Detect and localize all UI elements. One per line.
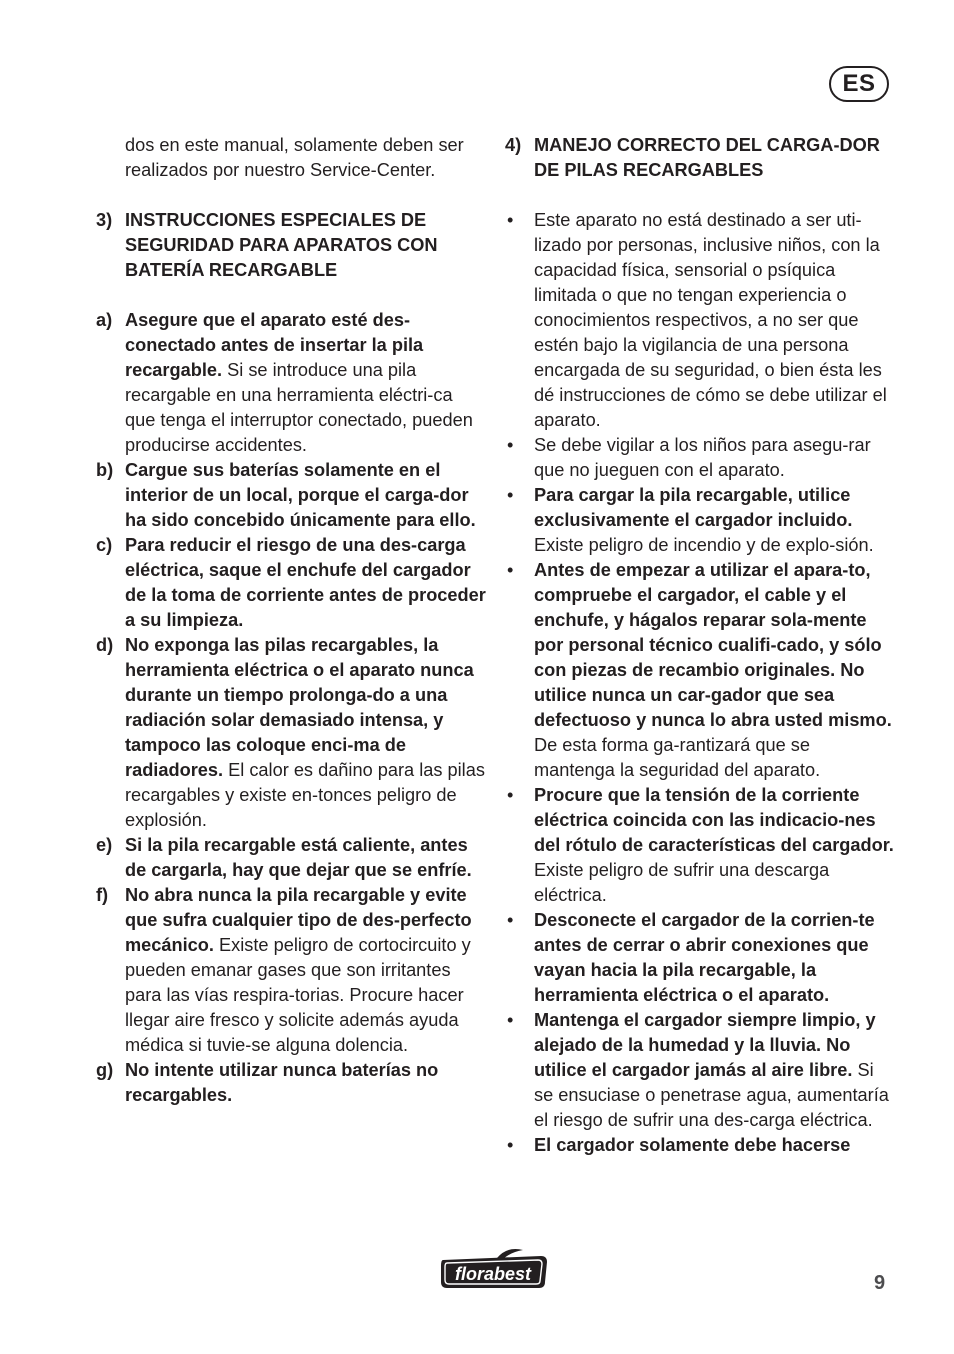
item-text: Este aparato no está destinado a ser uti-lizado por personas, inclusive niños, con la capacidad física, sensorial o psíquica limitada o que no tengan experiencia o conocimientos respectivos, a no ser que estén bajo la vigilancia de una persona encargada de su seguridad, o bien ésta les dé instrucciones de cómo se debe utilizar el aparato.: [534, 210, 887, 430]
list-marker: f): [96, 885, 109, 905]
right-column: [505, 133, 895, 1158]
language-badge: ES: [829, 66, 889, 102]
item-bold-text: Cargue sus baterías solamente en el interior de un local, porque el carga-dor ha sido concebido únicamente para ello.: [125, 460, 476, 530]
brand-text: florabest: [454, 1264, 532, 1284]
list-item-g: [96, 1058, 486, 1108]
list-marker: g): [96, 1060, 114, 1080]
section-3-title: INSTRUCCIONES ESPECIALES DE SEGURIDAD PARA APARATOS CON BATERÍA RECARGABLE: [125, 210, 438, 280]
item-bold-text: El cargador solamente debe hacerse: [534, 1135, 851, 1155]
list-marker: b): [96, 460, 114, 480]
list-item-b: [96, 458, 486, 533]
list-marker: c): [96, 535, 113, 555]
bullet-icon: •: [507, 210, 514, 230]
bullet-item: [505, 1133, 895, 1158]
list-item-f: [96, 883, 486, 1058]
bullet-item: [505, 783, 895, 908]
item-bold-text: Si la pila recargable está caliente, antes de cargarla, hay que dejar que se enfríe.: [125, 835, 472, 880]
section-4-number: 4): [505, 135, 522, 155]
section-3-heading: [96, 208, 486, 283]
item-bold-text: Para cargar la pila recargable, utilice exclusivamente el cargador incluido.: [534, 485, 853, 530]
bullet-icon: •: [507, 785, 514, 805]
list-marker: e): [96, 835, 113, 855]
section-4-title: MANEJO CORRECTO DEL CARGA-DOR DE PILAS RECARGABLES: [534, 135, 880, 180]
list-item-d: [96, 633, 486, 833]
bullet-icon: •: [507, 560, 514, 580]
list-item-c: [96, 533, 486, 633]
section-4-heading: [505, 133, 895, 183]
florabest-logo: [437, 1248, 551, 1290]
list-marker: d): [96, 635, 114, 655]
bullet-icon: •: [507, 435, 514, 455]
item-text: Existe peligro de sufrir una descarga eléctrica.: [534, 860, 830, 905]
bullet-item: [505, 433, 895, 483]
bullet-item: [505, 1008, 895, 1133]
page-number: 9: [874, 1272, 886, 1294]
item-text: Existe peligro de cortocircuito y pueden emanar gases que son irritantes para las vías respira-torias. Procure hacer llegar aire fresco y solicite además ayuda médica si tuvie-se alguna dolencia.: [125, 935, 471, 1055]
item-bold-text: Procure que la tensión de la corriente eléctrica coincida con las indicacio-nes del rótulo de características del cargador.: [534, 785, 894, 855]
list-marker: a): [96, 310, 113, 330]
bullet-icon: •: [507, 1135, 514, 1155]
item-bold-text: No intente utilizar nunca baterías no recargables.: [125, 1060, 439, 1105]
item-bold-text: Para reducir el riesgo de una des-carga eléctrica, saque el enchufe del cargador de la toma de corriente antes de proceder a su limpieza.: [125, 535, 486, 630]
item-bold-text: Asegure que el aparato esté des-conectado antes de insertar la pila recargable.: [125, 310, 424, 380]
item-bold-text: Desconecte el cargador de la corrien-te antes de cerrar o abrir conexiones que vayan hacia la pila recargable, la herramienta eléctrica o el aparato.: [534, 910, 875, 1005]
item-text: Existe peligro de incendio y de explo-sión.: [534, 535, 874, 555]
left-column: [96, 133, 486, 1108]
bullet-icon: •: [507, 910, 514, 930]
item-bold-text: No abra nunca la pila recargable y evite que sufra cualquier tipo de des-perfecto mecánico.: [125, 885, 472, 955]
list-item-e: [96, 833, 486, 883]
section-3-number: 3): [96, 210, 113, 230]
item-text: De esta forma ga-rantizará que se mantenga la seguridad del aparato.: [534, 735, 821, 780]
bullet-item: [505, 208, 895, 433]
item-text: El calor es dañino para las pilas recargables y existe en-tonces peligro de explosión.: [125, 760, 485, 830]
list-item-a: [96, 308, 486, 458]
bullet-item: [505, 558, 895, 783]
bullet-item: [505, 483, 895, 558]
item-bold-text: No exponga las pilas recargables, la herramienta eléctrica o el aparato nunca durante un tiempo prolonga-do a una radiación solar demasiado intensa, y tampoco las coloque enci-ma de radiadores.: [125, 635, 474, 780]
item-bold-text: Antes de empezar a utilizar el apara-to, compruebe el cargador, el cable y el enchufe, y hágalos reparar sola-mente por personal técnico cualifi-cado, y sólo con piezas de recambio originales. No utilice nunca un car-gador que sea defectuoso y nunca lo abra usted mismo.: [534, 560, 892, 730]
bullet-icon: •: [507, 485, 514, 505]
continuation-paragraph: dos en este manual, solamente deben ser realizados por nuestro Service-Center.: [125, 135, 464, 180]
item-text: Se debe vigilar a los niños para asegu-rar que no jueguen con el aparato.: [534, 435, 871, 480]
item-text: Si se ensuciase o penetrase agua, aumentaría el riesgo de sufrir una des-carga eléctrica.: [534, 1060, 889, 1130]
item-bold-text: Mantenga el cargador siempre limpio, y alejado de la humedad y la lluvia. No utilice el cargador jamás al aire libre.: [534, 1010, 876, 1080]
bullet-item: [505, 908, 895, 1008]
item-text: Si se introduce una pila recargable en una herramienta eléctri-ca que tenga el interruptor conectado, pueden producirse accidentes.: [125, 360, 473, 455]
bullet-icon: •: [507, 1010, 514, 1030]
